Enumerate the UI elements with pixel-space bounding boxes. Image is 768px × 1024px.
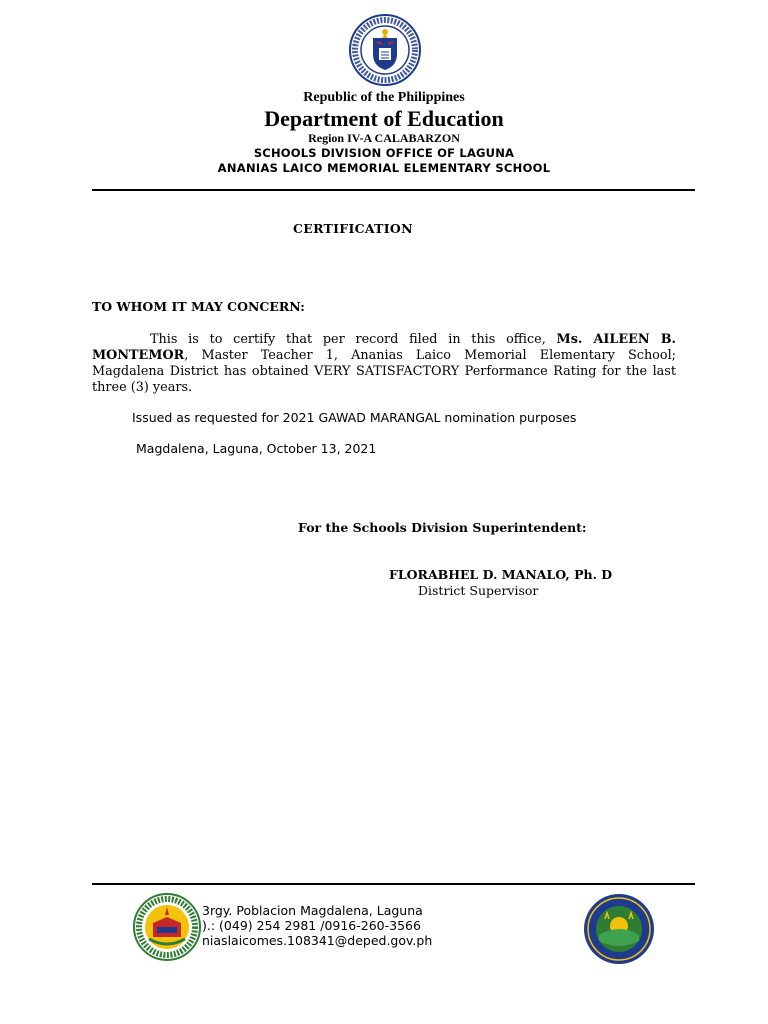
region-heading: Region IV-A CALABARZON [308, 131, 460, 145]
certification-body [92, 332, 676, 396]
deped-seal-icon [349, 14, 421, 86]
salutation: TO WHOM IT MAY CONCERN: [92, 299, 305, 314]
school-logo-icon [131, 893, 203, 961]
footer-email: niaslaicomes.108341@deped.gov.ph [202, 933, 433, 948]
header-divider [92, 189, 695, 191]
footer-divider [92, 883, 695, 885]
district-logo-icon [583, 893, 655, 965]
teacher-name: Ms. AILEEN B. MONTEMOR [92, 332, 676, 363]
document-title: CERTIFICATION [293, 221, 413, 236]
issued-purpose: Issued as requested for 2021 GAWAD MARANGAL nomination purposes [132, 410, 577, 425]
footer-address: 3rgy. Poblacion Magdalena, Laguna [202, 903, 423, 918]
body-intro: This is to certify that per record filed in this office, [150, 332, 557, 347]
school-heading: ANANIAS LAICO MEMORIAL ELEMENTARY SCHOOL [217, 161, 551, 175]
department-heading: Department of Education [264, 106, 504, 131]
for-superintendent-line: For the Schools Division Superintendent: [298, 520, 587, 535]
signatory-title: District Supervisor [418, 583, 539, 598]
division-heading: SCHOOLS DIVISION OFFICE OF LAGUNA [253, 146, 515, 160]
republic-heading: Republic of the Philippines [303, 90, 465, 105]
body-rest: , Master Teacher 1, Ananias Laico Memorial Elementary School; Magdalena District has obtained VERY SATISFACTORY Performance Rating for the last three (3) years. [92, 348, 676, 395]
place-date: Magdalena, Laguna, October 13, 2021 [136, 441, 377, 456]
footer-phone: ).: (049) 254 2981 /0916-260-3566 [202, 918, 421, 933]
signatory-name: FLORABHEL D. MANALO, Ph. D [389, 567, 613, 582]
